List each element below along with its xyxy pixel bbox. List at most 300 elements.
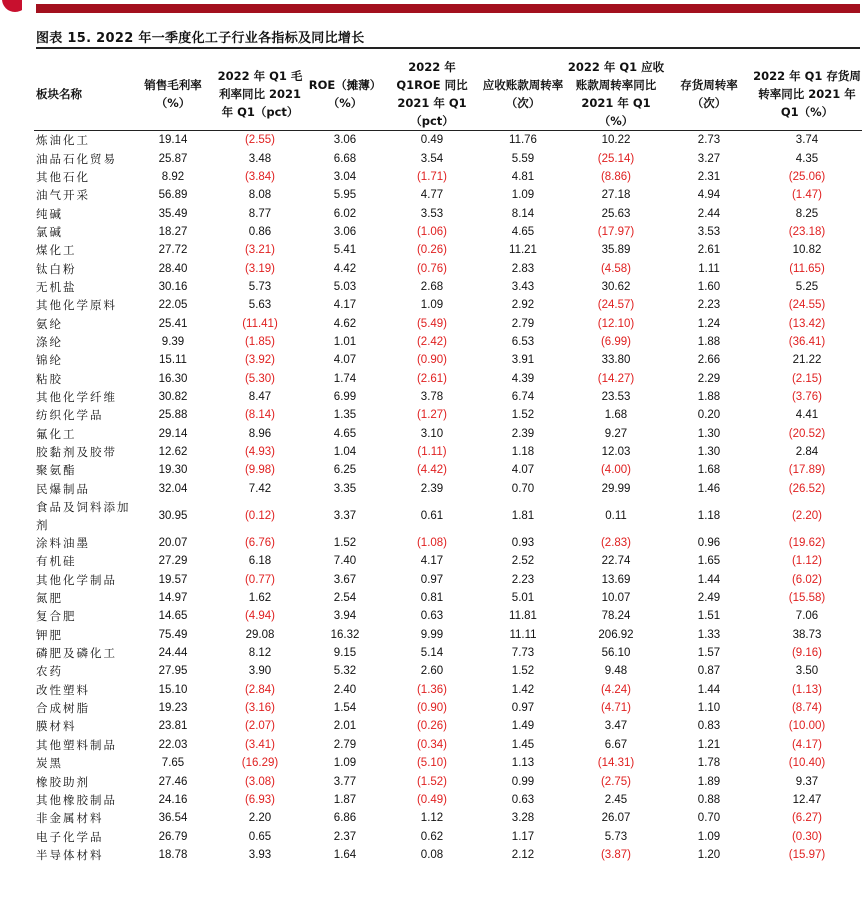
- cell-gross-margin: 14.65: [158, 610, 188, 623]
- cell-gross-margin-yoy: (3.41): [244, 738, 276, 751]
- cell-inventory-turnover-yoy: (4.17): [791, 738, 823, 751]
- cell-roe: 2.54: [333, 592, 357, 605]
- cell-roe-yoy: 2.68: [420, 280, 444, 293]
- cell-roe-yoy: (1.06): [416, 225, 448, 238]
- cell-roe: 2.79: [333, 738, 357, 751]
- cell-receivables-turnover: 2.92: [511, 299, 535, 312]
- cell-inventory-turnover: 1.65: [697, 555, 721, 568]
- cell-receivables-turnover-yoy: (12.10): [597, 317, 635, 330]
- cell-gross-margin: 30.82: [158, 390, 188, 403]
- cell-inventory-turnover: 1.30: [697, 427, 721, 440]
- cell-inventory-turnover-yoy: 38.73: [792, 628, 822, 641]
- cell-sector-name: 膜材料: [36, 719, 77, 734]
- cell-sector-name: 纯碱: [36, 206, 63, 221]
- cell-gross-margin: 12.62: [158, 446, 188, 459]
- cell-sector-name: 油品石化贸易: [36, 151, 117, 166]
- cell-inventory-turnover: 1.11: [698, 262, 720, 275]
- cell-roe: 1.74: [333, 372, 357, 385]
- cell-inventory-turnover: 1.89: [697, 775, 721, 788]
- cell-sector-name: 橡胶助剂: [36, 774, 90, 789]
- cell-inventory-turnover-yoy: (15.58): [788, 592, 826, 605]
- cell-roe-yoy: 4.17: [420, 555, 444, 568]
- cell-gross-margin: 8.92: [161, 170, 185, 183]
- table-row: [34, 333, 862, 351]
- cell-roe: 1.64: [333, 848, 357, 861]
- cell-roe-yoy: (0.26): [416, 244, 448, 257]
- cell-roe: 3.94: [333, 610, 357, 623]
- cell-sector-name: 钛白粉: [36, 261, 77, 276]
- cell-receivables-turnover: 1.17: [511, 830, 535, 843]
- cell-roe-yoy: (1.52): [416, 775, 448, 788]
- table-row: [34, 480, 862, 498]
- table-row: [34, 736, 862, 754]
- cell-gross-margin: 19.23: [158, 702, 188, 715]
- table-row: [34, 681, 862, 699]
- cell-gross-margin-yoy: (5.30): [244, 372, 276, 385]
- cell-gross-margin: 9.39: [161, 335, 185, 348]
- cell-gross-margin-yoy: (16.29): [241, 757, 279, 770]
- cell-inventory-turnover-yoy: 3.74: [795, 134, 819, 147]
- cell-roe-yoy: 0.08: [420, 848, 444, 861]
- cell-gross-margin-yoy: 29.08: [245, 628, 275, 641]
- cell-roe-yoy: (5.49): [416, 317, 448, 330]
- cell-roe-yoy: 2.60: [420, 665, 444, 678]
- cell-roe: 6.25: [333, 464, 357, 477]
- cell-inventory-turnover: 2.49: [697, 592, 721, 605]
- cell-receivables-turnover: 0.63: [511, 793, 535, 806]
- cell-gross-margin-yoy: (3.84): [244, 170, 276, 183]
- cell-inventory-turnover-yoy: (10.00): [788, 720, 826, 733]
- cell-inventory-turnover-yoy: 8.25: [795, 207, 819, 220]
- table-row: [34, 369, 862, 387]
- cell-inventory-turnover: 1.18: [697, 509, 721, 522]
- cell-inventory-turnover-yoy: 12.47: [792, 793, 822, 806]
- header-roe: ROE（摊薄）（%）: [306, 58, 384, 131]
- cell-inventory-turnover-yoy: (15.97): [788, 848, 826, 861]
- cell-roe: 2.40: [333, 683, 357, 696]
- cell-gross-margin-yoy: (6.76): [244, 537, 276, 550]
- cell-roe: 6.02: [333, 207, 357, 220]
- cell-inventory-turnover-yoy: (10.40): [788, 757, 826, 770]
- cell-sector-name: 其他化学原料: [36, 298, 117, 313]
- table-row: [34, 699, 862, 717]
- cell-receivables-turnover: 11.11: [509, 628, 537, 641]
- cell-gross-margin-yoy: (4.94): [244, 610, 276, 623]
- header-inventory-turnover: 存货周转率（次）: [666, 58, 752, 131]
- cell-roe-yoy: (1.27): [416, 409, 448, 422]
- cell-receivables-turnover-yoy: 13.69: [601, 573, 631, 586]
- cell-sector-name: 胶黏剂及胶带: [36, 445, 117, 460]
- cell-inventory-turnover-yoy: (3.76): [791, 390, 823, 403]
- cell-inventory-turnover: 1.68: [697, 464, 721, 477]
- cell-sector-name: 农药: [36, 664, 63, 679]
- cell-gross-margin-yoy: 3.93: [248, 848, 272, 861]
- cell-gross-margin: 32.04: [158, 482, 188, 495]
- cell-receivables-turnover: 5.59: [511, 152, 535, 165]
- cell-roe: 7.40: [333, 555, 357, 568]
- cell-receivables-turnover: 3.91: [511, 354, 535, 367]
- cell-receivables-turnover-yoy: 1.68: [604, 409, 628, 422]
- cell-receivables-turnover-yoy: 33.80: [601, 354, 631, 367]
- table-row: [34, 534, 862, 552]
- cell-sector-name: 复合肥: [36, 609, 77, 624]
- cell-roe: 3.06: [333, 225, 357, 238]
- cell-gross-margin: 30.95: [158, 509, 188, 522]
- cell-sector-name: 炭黑: [36, 756, 63, 771]
- cell-gross-margin-yoy: 0.86: [248, 225, 272, 238]
- cell-roe-yoy: (1.36): [416, 683, 448, 696]
- cell-gross-margin-yoy: (11.41): [242, 317, 278, 330]
- cell-inventory-turnover-yoy: (8.74): [791, 702, 823, 715]
- cell-inventory-turnover: 1.60: [697, 280, 721, 293]
- cell-inventory-turnover: 0.20: [697, 409, 721, 422]
- header-receivables-turnover: 应收账款周转率（次）: [480, 58, 566, 131]
- cell-inventory-turnover: 1.33: [697, 628, 721, 641]
- cell-sector-name: 氯碱: [36, 224, 63, 239]
- cell-receivables-turnover: 6.74: [511, 390, 535, 403]
- table-row: [34, 149, 862, 167]
- cell-receivables-turnover-yoy: 22.74: [601, 555, 631, 568]
- cell-roe-yoy: 0.81: [420, 592, 444, 605]
- cell-sector-name: 聚氨酯: [36, 463, 77, 478]
- cell-roe-yoy: 3.78: [420, 390, 444, 403]
- cell-roe-yoy: 5.14: [420, 647, 444, 660]
- cell-receivables-turnover: 5.01: [511, 592, 535, 605]
- cell-gross-margin: 22.05: [158, 299, 188, 312]
- cell-receivables-turnover-yoy: 2.45: [604, 793, 628, 806]
- cell-inventory-turnover: 2.73: [697, 134, 721, 147]
- table-row: [34, 425, 862, 443]
- cell-roe-yoy: 1.09: [420, 299, 444, 312]
- cell-roe: 2.37: [333, 830, 357, 843]
- cell-receivables-turnover-yoy: 5.73: [604, 830, 628, 843]
- table-row: [34, 388, 862, 406]
- cell-inventory-turnover: 0.83: [697, 720, 721, 733]
- cell-gross-margin: 18.78: [158, 848, 188, 861]
- cell-inventory-turnover-yoy: 4.41: [795, 409, 819, 422]
- cell-receivables-turnover-yoy: 9.27: [604, 427, 628, 440]
- table-row: [34, 754, 862, 772]
- cell-inventory-turnover: 1.88: [697, 335, 721, 348]
- cell-gross-margin: 23.81: [158, 720, 188, 733]
- cell-inventory-turnover: 1.20: [697, 848, 721, 861]
- table-row: [34, 314, 862, 332]
- cell-receivables-turnover-yoy: 0.11: [605, 509, 627, 522]
- cell-roe: 3.04: [333, 170, 357, 183]
- cell-inventory-turnover-yoy: 9.37: [795, 775, 819, 788]
- cell-roe: 1.87: [333, 793, 357, 806]
- cell-receivables-turnover: 0.99: [511, 775, 535, 788]
- table-row: [34, 168, 862, 186]
- cell-roe-yoy: (0.26): [416, 720, 448, 733]
- cell-gross-margin-yoy: 2.20: [248, 812, 272, 825]
- header-receivables-turnover-yoy: 2022 年 Q1 应收账款周转率同比 2021 年 Q1（%）: [566, 58, 666, 131]
- cell-roe: 5.03: [333, 280, 357, 293]
- cell-gross-margin: 14.97: [158, 592, 188, 605]
- cell-gross-margin-yoy: (3.21): [244, 244, 276, 257]
- table-row: [34, 791, 862, 809]
- cell-inventory-turnover-yoy: 5.25: [795, 280, 819, 293]
- cell-gross-margin-yoy: 0.65: [248, 830, 272, 843]
- cell-sector-name: 涂料油墨: [36, 536, 90, 551]
- cell-gross-margin: 15.10: [158, 683, 188, 696]
- table-row: [34, 662, 862, 680]
- table-row: [34, 204, 862, 222]
- cell-roe-yoy: (5.10): [416, 757, 448, 770]
- cell-gross-margin: 27.95: [158, 665, 188, 678]
- table-row: [34, 589, 862, 607]
- cell-inventory-turnover: 1.44: [697, 573, 721, 586]
- cell-roe: 1.04: [333, 446, 357, 459]
- cell-roe-yoy: 4.77: [420, 189, 444, 202]
- cell-receivables-turnover-yoy: 56.10: [601, 647, 631, 660]
- cell-roe: 5.41: [333, 244, 357, 257]
- cell-gross-margin-yoy: (1.85): [244, 335, 276, 348]
- cell-gross-margin-yoy: 8.12: [248, 647, 272, 660]
- cell-roe: 9.15: [333, 647, 357, 660]
- cell-inventory-turnover-yoy: (25.06): [788, 170, 826, 183]
- cell-roe: 6.99: [333, 390, 357, 403]
- cell-roe-yoy: 0.62: [420, 830, 444, 843]
- cell-roe-yoy: 0.49: [420, 134, 444, 147]
- cell-roe: 1.54: [333, 702, 357, 715]
- cell-receivables-turnover: 1.13: [511, 757, 535, 770]
- cell-gross-margin: 75.49: [158, 628, 188, 641]
- cell-gross-margin-yoy: (3.08): [244, 775, 276, 788]
- cell-roe: 3.35: [333, 482, 357, 495]
- cell-receivables-turnover-yoy: 35.89: [601, 244, 631, 257]
- cell-gross-margin: 56.89: [158, 189, 188, 202]
- cell-receivables-turnover-yoy: (14.27): [597, 372, 635, 385]
- cell-roe: 4.65: [333, 427, 357, 440]
- cell-receivables-turnover-yoy: 206.92: [598, 628, 634, 641]
- cell-inventory-turnover-yoy: (20.52): [788, 427, 826, 440]
- cell-inventory-turnover: 1.78: [697, 757, 721, 770]
- cell-roe-yoy: 2.39: [420, 482, 444, 495]
- cell-receivables-turnover-yoy: (25.14): [597, 152, 635, 165]
- cell-inventory-turnover: 1.46: [697, 482, 721, 495]
- cell-gross-margin-yoy: (0.77): [244, 573, 276, 586]
- cell-inventory-turnover-yoy: (1.47): [791, 189, 823, 202]
- cell-gross-margin-yoy: (3.92): [244, 354, 276, 367]
- cell-sector-name: 锦纶: [36, 353, 63, 368]
- cell-gross-margin: 19.57: [158, 573, 188, 586]
- cell-roe: 4.62: [333, 317, 357, 330]
- cell-inventory-turnover: 1.30: [697, 446, 721, 459]
- cell-receivables-turnover: 1.18: [511, 446, 535, 459]
- cell-roe: 3.06: [333, 134, 357, 147]
- cell-roe-yoy: (1.71): [416, 170, 448, 183]
- cell-inventory-turnover-yoy: (2.15): [791, 372, 823, 385]
- cell-sector-name: 涤纶: [36, 334, 63, 349]
- cell-inventory-turnover: 1.88: [697, 390, 721, 403]
- table-header-row: [34, 58, 862, 131]
- cell-gross-margin-yoy: 5.63: [248, 299, 272, 312]
- cell-inventory-turnover-yoy: (1.13): [791, 683, 823, 696]
- table-row: [34, 351, 862, 369]
- cell-roe: 16.32: [330, 628, 360, 641]
- cell-inventory-turnover: 2.23: [697, 299, 721, 312]
- cell-roe-yoy: 0.97: [420, 573, 444, 586]
- cell-receivables-turnover: 1.42: [511, 683, 535, 696]
- cell-receivables-turnover-yoy: 27.18: [601, 189, 631, 202]
- cell-receivables-turnover-yoy: 10.22: [601, 134, 631, 147]
- cell-sector-name: 其他化学纤维: [36, 389, 117, 404]
- cell-gross-margin-yoy: 3.90: [248, 665, 272, 678]
- cell-receivables-turnover: 2.12: [511, 848, 535, 861]
- cell-receivables-turnover-yoy: 3.47: [604, 720, 628, 733]
- cell-gross-margin: 26.79: [158, 830, 188, 843]
- cell-inventory-turnover: 2.29: [697, 372, 721, 385]
- indicator-table: [34, 58, 862, 864]
- cell-inventory-turnover-yoy: (0.30): [791, 830, 823, 843]
- table-row: [34, 223, 862, 241]
- cell-receivables-turnover: 1.45: [511, 738, 535, 751]
- cell-inventory-turnover-yoy: (36.41): [788, 335, 826, 348]
- table-row: [34, 443, 862, 461]
- cell-receivables-turnover: 4.39: [511, 372, 535, 385]
- cell-inventory-turnover-yoy: 3.50: [795, 665, 819, 678]
- cell-receivables-turnover: 1.52: [511, 409, 535, 422]
- cell-sector-name: 油气开采: [36, 188, 90, 203]
- cell-receivables-turnover-yoy: (17.97): [597, 225, 635, 238]
- cell-inventory-turnover: 1.44: [697, 683, 721, 696]
- cell-sector-name: 氨纶: [36, 316, 63, 331]
- cell-receivables-turnover: 7.73: [511, 647, 535, 660]
- cell-roe: 6.86: [333, 812, 357, 825]
- cell-sector-name: 无机盐: [36, 279, 77, 294]
- cell-sector-name: 民爆制品: [36, 481, 90, 496]
- cell-roe-yoy: (0.34): [416, 738, 448, 751]
- cell-gross-margin-yoy: (6.93): [244, 793, 276, 806]
- table-body: [34, 131, 862, 865]
- cell-gross-margin: 30.16: [158, 280, 188, 293]
- cell-roe-yoy: (0.90): [416, 702, 448, 715]
- table-row: [34, 241, 862, 259]
- cell-receivables-turnover: 0.93: [511, 537, 535, 550]
- cell-gross-margin: 18.27: [158, 225, 188, 238]
- cell-inventory-turnover-yoy: (1.12): [791, 555, 823, 568]
- table-row: [34, 461, 862, 479]
- cell-receivables-turnover-yoy: 6.67: [604, 738, 628, 751]
- cell-gross-margin-yoy: 1.62: [248, 592, 272, 605]
- cell-gross-margin: 25.41: [158, 317, 188, 330]
- table-row: [34, 278, 862, 296]
- cell-inventory-turnover: 0.96: [697, 537, 721, 550]
- cell-roe: 1.01: [333, 335, 357, 348]
- cell-roe: 5.95: [333, 189, 357, 202]
- cell-inventory-turnover-yoy: (6.27): [791, 812, 823, 825]
- cell-inventory-turnover-yoy: (26.52): [788, 482, 826, 495]
- cell-roe-yoy: (1.11): [417, 446, 447, 459]
- cell-roe-yoy: 0.61: [420, 509, 444, 522]
- cell-receivables-turnover: 2.79: [511, 317, 535, 330]
- cell-gross-margin: 16.30: [158, 372, 188, 385]
- cell-inventory-turnover-yoy: (24.55): [788, 299, 826, 312]
- cell-gross-margin-yoy: 3.48: [248, 152, 272, 165]
- cell-inventory-turnover: 2.61: [697, 244, 721, 257]
- table-row: [34, 846, 862, 864]
- cell-sector-name: 磷肥及磷化工: [36, 646, 117, 661]
- cell-roe: 5.32: [333, 665, 357, 678]
- cell-receivables-turnover-yoy: 10.07: [601, 592, 631, 605]
- cell-sector-name: 合成树脂: [36, 701, 90, 716]
- cell-sector-name: 非金属材料: [36, 811, 104, 826]
- header-sector-name: 板块名称: [34, 58, 132, 131]
- table-row: [34, 772, 862, 790]
- cell-gross-margin: 36.54: [158, 812, 188, 825]
- cell-receivables-turnover: 4.65: [511, 225, 535, 238]
- cell-receivables-turnover-yoy: 29.99: [601, 482, 631, 495]
- cell-receivables-turnover: 11.21: [509, 244, 537, 257]
- header-accent-bar: [36, 4, 860, 13]
- cell-receivables-turnover-yoy: (24.57): [597, 299, 635, 312]
- title-divider: [36, 47, 860, 49]
- cell-gross-margin-yoy: (2.84): [244, 683, 276, 696]
- cell-inventory-turnover: 3.53: [697, 225, 721, 238]
- cell-roe-yoy: 1.12: [420, 812, 444, 825]
- cell-receivables-turnover: 2.39: [511, 427, 535, 440]
- cell-inventory-turnover: 0.88: [697, 793, 721, 806]
- table-row: [34, 571, 862, 589]
- cell-receivables-turnover: 1.09: [511, 189, 535, 202]
- cell-receivables-turnover: 0.97: [511, 702, 535, 715]
- cell-sector-name: 煤化工: [36, 243, 77, 258]
- cell-gross-margin-yoy: 5.73: [248, 280, 272, 293]
- cell-sector-name: 氮肥: [36, 591, 63, 606]
- table-row: [34, 717, 862, 735]
- cell-sector-name: 半导体材料: [36, 847, 104, 862]
- cell-sector-name: 粘胶: [36, 371, 63, 386]
- header-gross-margin: 销售毛利率（%）: [132, 58, 214, 131]
- table-row: [34, 827, 862, 845]
- cell-sector-name: 炼油化工: [36, 133, 90, 148]
- cell-gross-margin-yoy: (3.19): [244, 262, 276, 275]
- cell-sector-name: 氟化工: [36, 426, 77, 441]
- table-row: [34, 607, 862, 625]
- cell-gross-margin: 20.07: [158, 537, 188, 550]
- cell-gross-margin-yoy: (8.14): [244, 409, 276, 422]
- cell-inventory-turnover-yoy: 7.06: [795, 610, 819, 623]
- cell-gross-margin: 22.03: [158, 738, 188, 751]
- cell-sector-name: 其他橡胶制品: [36, 792, 117, 807]
- cell-sector-name: 有机硅: [36, 554, 77, 569]
- cell-inventory-turnover: 1.51: [697, 610, 721, 623]
- table-row: [34, 552, 862, 570]
- cell-gross-margin: 25.88: [158, 409, 188, 422]
- cell-receivables-turnover-yoy: (3.87): [600, 848, 632, 861]
- cell-receivables-turnover-yoy: 25.63: [601, 207, 631, 220]
- cell-roe: 3.37: [333, 509, 357, 522]
- cell-receivables-turnover-yoy: 9.48: [604, 665, 628, 678]
- cell-receivables-turnover-yoy: 26.07: [601, 812, 631, 825]
- cell-inventory-turnover: 2.66: [697, 354, 721, 367]
- cell-inventory-turnover: 1.09: [697, 830, 721, 843]
- cell-gross-margin: 35.49: [158, 207, 188, 220]
- cell-roe-yoy: (0.49): [416, 793, 448, 806]
- cell-inventory-turnover-yoy: (11.65): [789, 262, 825, 275]
- cell-gross-margin-yoy: (2.55): [244, 134, 276, 147]
- cell-receivables-turnover: 0.70: [511, 482, 535, 495]
- cell-receivables-turnover-yoy: 30.62: [601, 280, 631, 293]
- cell-receivables-turnover: 1.52: [511, 665, 535, 678]
- cell-gross-margin: 24.16: [158, 793, 188, 806]
- cell-inventory-turnover-yoy: 4.35: [795, 152, 819, 165]
- cell-roe: 2.01: [333, 720, 357, 733]
- cell-inventory-turnover-yoy: 21.22: [792, 354, 822, 367]
- cell-gross-margin-yoy: (9.98): [244, 464, 276, 477]
- cell-receivables-turnover: 8.14: [511, 207, 535, 220]
